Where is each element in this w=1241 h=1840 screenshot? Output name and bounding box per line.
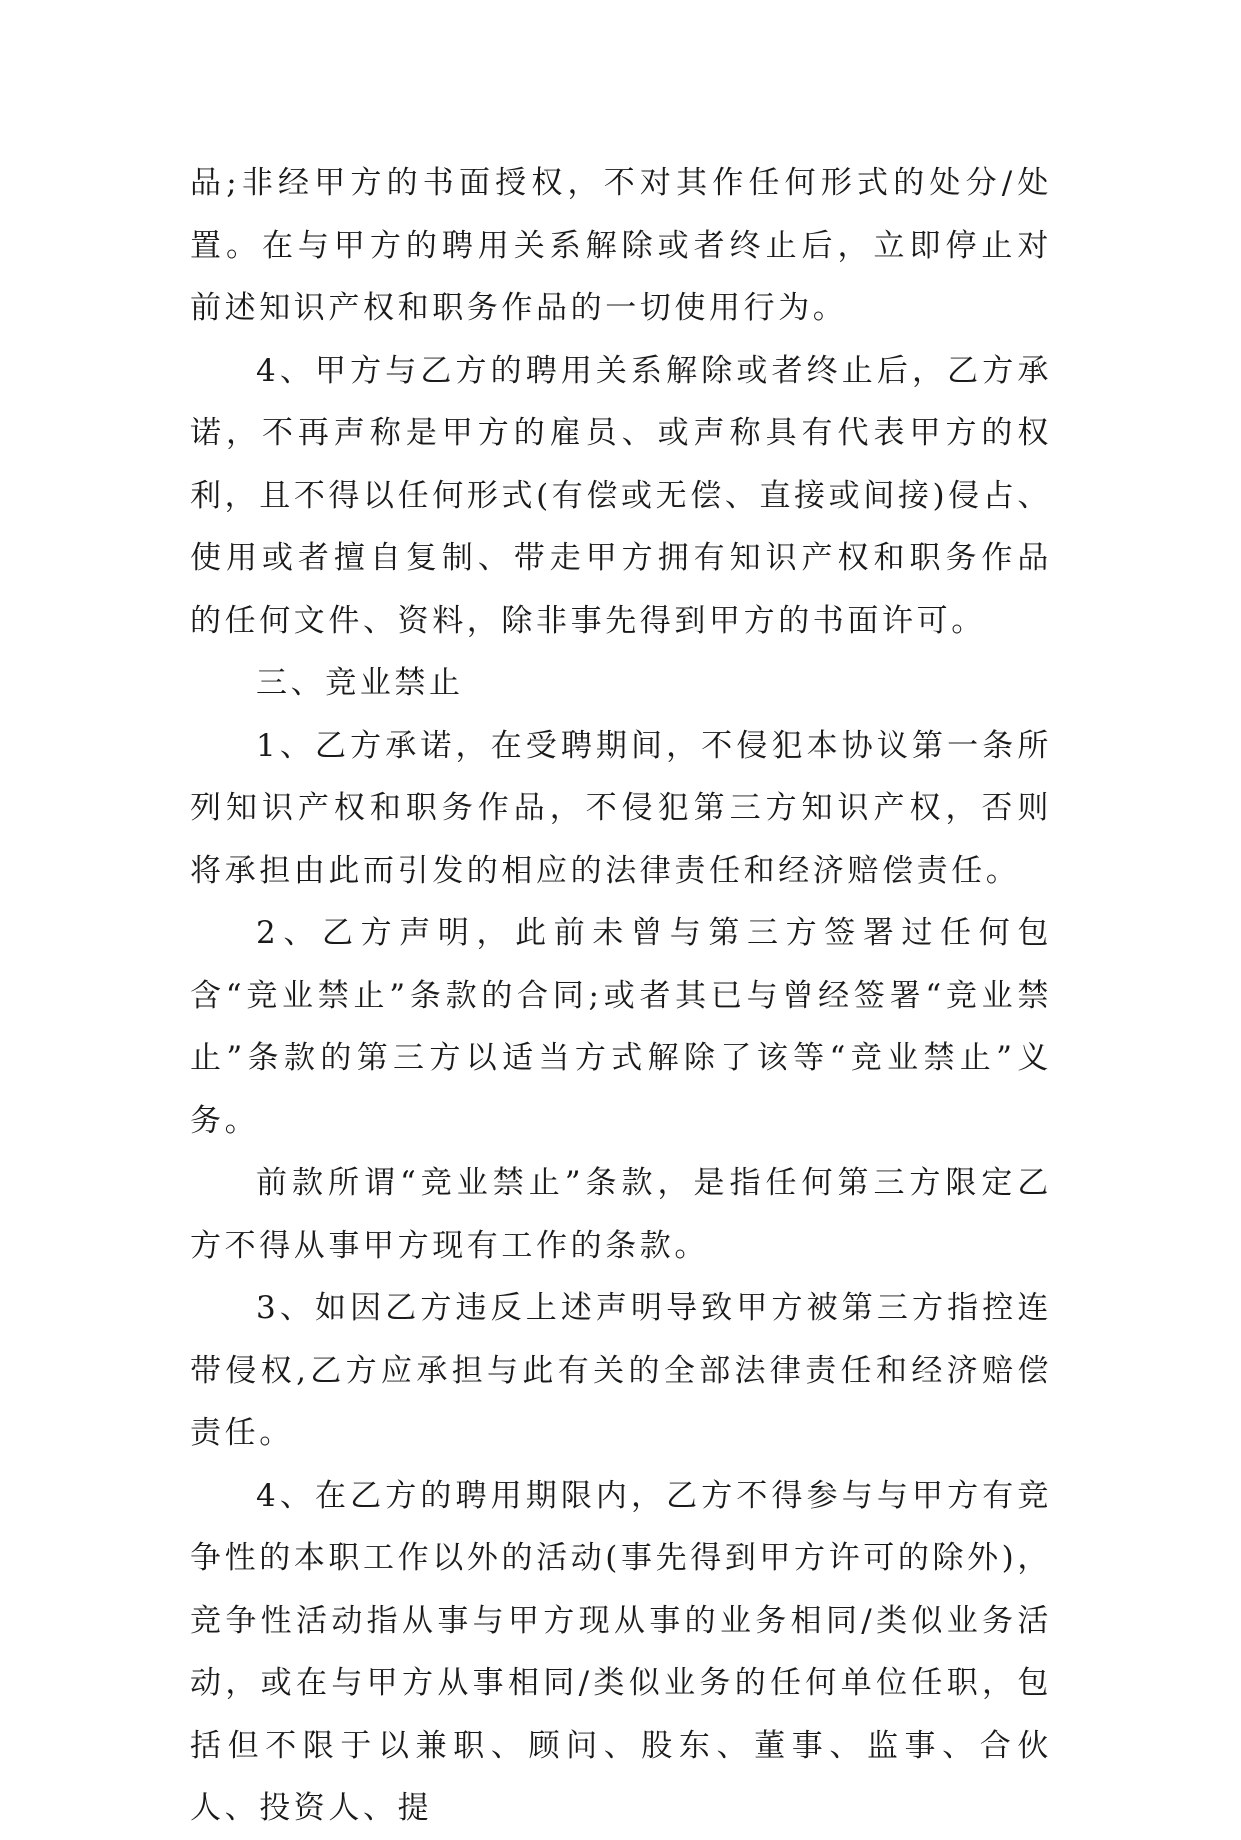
section-heading-non-compete: 三、竞业禁止 [256,665,464,701]
paragraph-clause-3-2-definition: 前款所谓“竞业禁止”条款，是指任何第三方限定乙方不得从事甲方现有工作的条款。 [190,1165,1052,1264]
paragraph-clause-3-4: 4、在乙方的聘用期限内，乙方不得参与与甲方有竞争性的本职工作以外的活动(事先得到甲方许可的除外)，竞争性活动指从事与甲方现从事的业务相同/类似业务活动，或在与甲方从事相同/类似业务的任何单位任职，包括但不限于以兼职、顾问、股东、董事、监事、合伙人、投资人、提 [190,1477,1052,1826]
paragraph-clause-2-4: 4、甲方与乙方的聘用关系解除或者终止后，乙方承诺，不再声称是甲方的雇员、或声称具有代表甲方的权利，且不得以任何形式(有偿或无偿、直接或间接)侵占、使用或者擅自复制、带走甲方拥有知识产权和职务作品的任何文件、资料，除非事先得到甲方的书面许可。 [190,352,1052,639]
paragraph-continuation: 品;非经甲方的书面授权，不对其作任何形式的处分/处置。在与甲方的聘用关系解除或者终止后，立即停止对前述知识产权和职务作品的一切使用行为。 [190,165,1052,326]
paragraph-clause-3-2: 2、乙方声明，此前未曾与第三方签署过任何包含“竞业禁止”条款的合同;或者其已与曾经签署“竞业禁止”条款的第三方以适当方式解除了该等“竞业禁止”义务。 [190,915,1052,1139]
document-body [190,152,1052,1840]
paragraph-clause-3-1: 1、乙方承诺，在受聘期间，不侵犯本协议第一条所列知识产权和职务作品，不侵犯第三方知识产权，否则将承担由此而引发的相应的法律责任和经济赔偿责任。 [190,727,1052,889]
paragraph-clause-3-3: 3、如因乙方违反上述声明导致甲方被第三方指控连带侵权,乙方应承担与此有关的全部法律责任和经济赔偿责任。 [190,1290,1052,1451]
